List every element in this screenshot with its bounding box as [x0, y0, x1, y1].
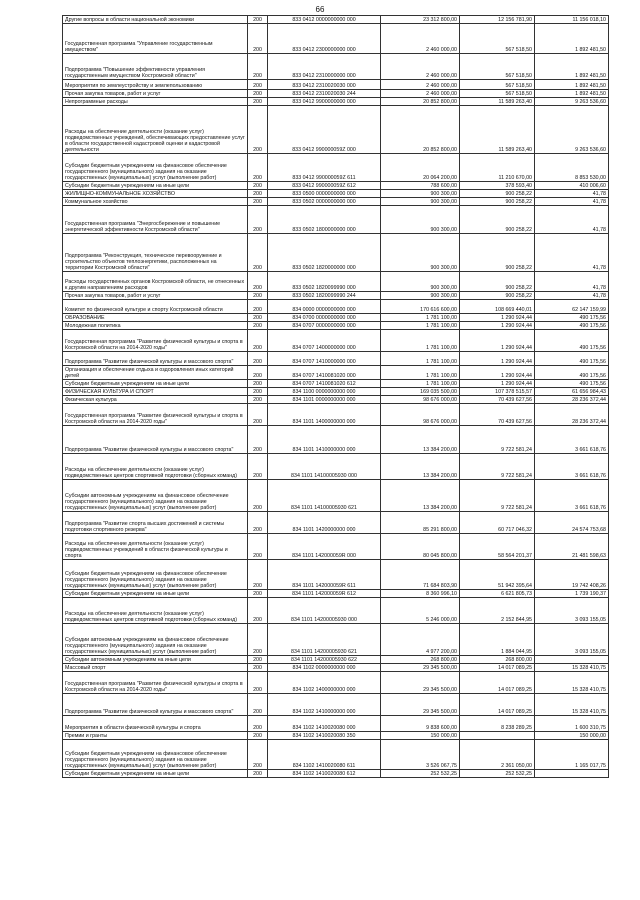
row-name-cell: Мероприятия по землеустройству и землепользованию [63, 80, 248, 90]
row-remaining-cell: 21 481 598,63 [535, 534, 609, 560]
table-row [63, 154, 609, 182]
row-unit-cell: 200 [248, 80, 268, 90]
row-code-cell: 833 0412 2310020030 000 [268, 80, 381, 90]
row-name-cell: Субсидии бюджетным учреждениям на иные цели [63, 590, 248, 598]
row-executed-cell: 9 722 581,24 [460, 454, 535, 480]
row-unit-cell: 200 [248, 198, 268, 206]
row-name-cell: Расходы государственных органов Костромской области, не отнесенных к другим направлениям расходов [63, 272, 248, 292]
budget-execution-table [62, 15, 609, 778]
table-row [63, 98, 609, 106]
row-unit-cell: 200 [248, 16, 268, 24]
row-code-cell: 833 0412 9900000000 000 [268, 98, 381, 106]
row-unit-cell: 200 [248, 352, 268, 366]
row-approved-cell: 9 838 600,00 [381, 716, 460, 732]
row-code-cell: 834 0700 0000000000 000 [268, 314, 381, 322]
row-remaining-cell: 41,78 [535, 292, 609, 300]
row-executed-cell: 900 258,22 [460, 190, 535, 198]
row-approved-cell: 98 676 000,00 [381, 404, 460, 426]
row-approved-cell: 1 781 100,00 [381, 380, 460, 388]
page-number: 66 [315, 5, 325, 14]
row-remaining-cell: 3 661 618,76 [535, 480, 609, 512]
row-executed-cell: 14 017 089,25 [460, 694, 535, 716]
row-unit-cell: 200 [248, 300, 268, 314]
row-executed-cell: 378 593,40 [460, 182, 535, 190]
row-unit-cell: 200 [248, 292, 268, 300]
row-remaining-cell: 28 236 372,44 [535, 396, 609, 404]
table-row [63, 716, 609, 732]
row-executed-cell: 1 290 924,44 [460, 330, 535, 352]
row-name-cell: Субсидии автономным учреждениям на финансовое обеспечение государственного (муниципального) задания на оказание государственных (муниципальных) услуг (выполнение работ) [63, 480, 248, 512]
row-name-cell: Комитет по физической культуре и спорту Костромской области [63, 300, 248, 314]
table-row [63, 292, 609, 300]
row-unit-cell: 200 [248, 90, 268, 98]
row-name-cell: ЖИЛИЩНО-КОММУНАЛЬНОЕ ХОЗЯЙСТВО [63, 190, 248, 198]
row-executed-cell: 900 258,22 [460, 292, 535, 300]
row-executed-cell: 8 238 289,25 [460, 716, 535, 732]
row-code-cell: 833 0412 990000059Z 000 [268, 106, 381, 154]
row-remaining-cell: 24 574 753,68 [535, 512, 609, 534]
row-unit-cell: 200 [248, 206, 268, 234]
row-unit-cell: 200 [248, 560, 268, 590]
row-remaining-cell: 3 661 618,76 [535, 454, 609, 480]
table-row [63, 106, 609, 154]
row-name-cell: Организация и обеспечение отдыха и оздоровления иных категорий детей [63, 366, 248, 380]
row-executed-cell [460, 732, 535, 740]
row-approved-cell: 4 977 200,00 [381, 624, 460, 656]
row-remaining-cell: 8 853 530,00 [535, 154, 609, 182]
row-executed-cell: 70 439 627,56 [460, 404, 535, 426]
row-approved-cell: 29 345 500,00 [381, 672, 460, 694]
row-remaining-cell: 41,78 [535, 206, 609, 234]
row-executed-cell: 70 439 627,56 [460, 396, 535, 404]
row-approved-cell: 150 000,00 [381, 732, 460, 740]
table-row [63, 664, 609, 672]
table-row [63, 206, 609, 234]
table-row [63, 480, 609, 512]
table-row [63, 198, 609, 206]
row-remaining-cell: 1 892 481,50 [535, 54, 609, 80]
row-name-cell: Подпрограмма "Развитие физической культуры и массового спорта" [63, 694, 248, 716]
table-row [63, 330, 609, 352]
row-name-cell: Премии и гранты [63, 732, 248, 740]
row-remaining-cell: 1 892 481,50 [535, 24, 609, 54]
row-name-cell: Государственная программа "Энергосбережение и повышение энергетической эффективности Костромской области" [63, 206, 248, 234]
row-code-cell: 834 1101 142000059R 000 [268, 534, 381, 560]
row-approved-cell: 13 384 200,00 [381, 426, 460, 454]
row-approved-cell: 1 781 100,00 [381, 322, 460, 330]
row-unit-cell: 200 [248, 272, 268, 292]
row-remaining-cell: 19 742 408,26 [535, 560, 609, 590]
row-unit-cell: 200 [248, 672, 268, 694]
row-code-cell: 834 0707 0000000000 000 [268, 322, 381, 330]
row-executed-cell: 1 290 924,44 [460, 322, 535, 330]
row-code-cell: 834 1102 1410020080 611 [268, 740, 381, 770]
row-code-cell: 834 1102 1400000000 000 [268, 672, 381, 694]
row-code-cell: 833 0412 2300000000 000 [268, 24, 381, 54]
row-remaining-cell: 41,78 [535, 272, 609, 292]
row-remaining-cell: 490 175,56 [535, 352, 609, 366]
row-approved-cell: 20 064 200,00 [381, 154, 460, 182]
row-executed-cell: 14 017 089,25 [460, 664, 535, 672]
row-name-cell: Мероприятия в области физической культуры и спорта [63, 716, 248, 732]
row-approved-cell: 2 460 000,00 [381, 80, 460, 90]
row-code-cell: 834 1101 14200005930 000 [268, 598, 381, 624]
row-code-cell: 834 1101 1400000000 000 [268, 404, 381, 426]
row-unit-cell: 200 [248, 154, 268, 182]
table-body [63, 16, 609, 778]
row-code-cell: 833 0412 0000000000 000 [268, 16, 381, 24]
row-remaining-cell: 15 328 410,75 [535, 664, 609, 672]
row-remaining-cell: 41,78 [535, 198, 609, 206]
row-name-cell: Расходы на обеспечение деятельности (оказание услуг) подведомственных учреждений в области физической культуры и спорта [63, 534, 248, 560]
row-name-cell: Государственная программа "Развитие физической культуры и спорта в Костромской области на 2014-2020 годы" [63, 672, 248, 694]
row-name-cell: Расходы на обеспечение деятельности (оказание услуг) подведомственных учреждений, обеспечивающих предоставление услуг в области государственной кадастровой оценки и кадастровой деятельности [63, 106, 248, 154]
row-name-cell: Субсидии бюджетным учреждениям на иные цели [63, 770, 248, 778]
row-name-cell: Государственная программа "Развитие физической культуры и спорта в Костромской области на 2014-2020 годы" [63, 330, 248, 352]
row-name-cell: Подпрограмма "Реконструкция, техническое перевооружение и строительство объектов теплоэнергетики, расположенных на территории Костромской области" [63, 234, 248, 272]
row-remaining-cell: 490 175,56 [535, 366, 609, 380]
row-approved-cell: 2 460 000,00 [381, 54, 460, 80]
row-remaining-cell: 61 656 984,43 [535, 388, 609, 396]
row-unit-cell: 200 [248, 454, 268, 480]
row-name-cell: Субсидии автономным учреждениям на иные цели [63, 656, 248, 664]
row-unit-cell: 200 [248, 388, 268, 396]
row-remaining-cell: 490 175,56 [535, 330, 609, 352]
row-code-cell: 834 1100 0000000000 000 [268, 388, 381, 396]
row-approved-cell: 3 526 067,75 [381, 740, 460, 770]
row-remaining-cell: 1 892 481,50 [535, 90, 609, 98]
row-approved-cell: 2 460 000,00 [381, 24, 460, 54]
row-executed-cell: 900 258,22 [460, 198, 535, 206]
table-row [63, 732, 609, 740]
row-unit-cell: 200 [248, 732, 268, 740]
row-executed-cell: 2 361 050,00 [460, 740, 535, 770]
row-unit-cell: 200 [248, 190, 268, 198]
table-row [63, 182, 609, 190]
row-approved-cell: 900 300,00 [381, 206, 460, 234]
row-code-cell: 834 1101 14200005930 622 [268, 656, 381, 664]
row-unit-cell: 200 [248, 234, 268, 272]
row-approved-cell: 98 676 000,00 [381, 396, 460, 404]
row-remaining-cell: 9 263 536,60 [535, 98, 609, 106]
row-approved-cell: 13 384 200,00 [381, 454, 460, 480]
row-executed-cell: 12 156 781,90 [460, 16, 535, 24]
row-code-cell: 834 1101 1420000000 000 [268, 512, 381, 534]
row-remaining-cell: 490 175,56 [535, 322, 609, 330]
row-code-cell: 834 1101 14100005930 621 [268, 480, 381, 512]
table-row [63, 656, 609, 664]
table-row [63, 300, 609, 314]
row-executed-cell: 58 564 201,37 [460, 534, 535, 560]
row-name-cell: Субсидии бюджетным учреждениям на финансовое обеспечение государственного (муниципального) задания на оказание государственных (муниципальных) услуг (выполнение работ) [63, 560, 248, 590]
row-name-cell: Непрограммные расходы [63, 98, 248, 106]
table-row [63, 352, 609, 366]
table-row [63, 190, 609, 198]
row-executed-cell: 107 378 515,57 [460, 388, 535, 396]
row-remaining-cell: 1 739 190,37 [535, 590, 609, 598]
row-executed-cell: 11 589 263,40 [460, 98, 535, 106]
table-row [63, 770, 609, 778]
row-unit-cell: 200 [248, 366, 268, 380]
row-approved-cell: 29 345 500,00 [381, 664, 460, 672]
row-remaining-cell: 3 093 155,05 [535, 598, 609, 624]
row-code-cell: 834 0000 0000000000 000 [268, 300, 381, 314]
row-remaining-cell: 15 328 410,75 [535, 694, 609, 716]
table-row [63, 396, 609, 404]
row-name-cell: Субсидии бюджетным учреждениям на иные цели [63, 182, 248, 190]
row-executed-cell: 11 589 263,40 [460, 106, 535, 154]
row-name-cell: Подпрограмма "Развитие спорта высших достижений и системы подготовки спортивного резерва" [63, 512, 248, 534]
row-executed-cell: 1 290 924,44 [460, 366, 535, 380]
row-name-cell: Субсидии бюджетным учреждениям на финансовое обеспечение государственного (муниципального) задания на оказание государственных (муниципальных) услуг (выполнение работ) [63, 154, 248, 182]
row-name-cell: Субсидии бюджетным учреждениям на финансовое обеспечение государственного (муниципального) задания на оказание государственных (муниципальных) услуг (выполнение работ) [63, 740, 248, 770]
row-name-cell: Расходы на обеспечение деятельности (оказание услуг) подведомственных центров спортивной подготовки (сборных команд) [63, 598, 248, 624]
row-approved-cell: 900 300,00 [381, 234, 460, 272]
row-executed-cell: 9 722 581,24 [460, 480, 535, 512]
row-executed-cell: 1 884 044,95 [460, 624, 535, 656]
row-code-cell: 834 1102 1410000000 000 [268, 694, 381, 716]
row-remaining-cell: 1 600 310,75 [535, 716, 609, 732]
row-approved-cell: 23 312 800,00 [381, 16, 460, 24]
row-approved-cell: 5 246 000,00 [381, 598, 460, 624]
row-code-cell: 834 1101 142000059R 612 [268, 590, 381, 598]
row-code-cell: 833 0412 2310020030 244 [268, 90, 381, 98]
row-approved-cell: 1 781 100,00 [381, 314, 460, 322]
row-name-cell: Субсидии автономным учреждениям на финансовое обеспечение государственного (муниципального) задания на оказание государственных (муниципальных) услуг (выполнение работ) [63, 624, 248, 656]
table-row [63, 272, 609, 292]
row-executed-cell: 108 669 440,01 [460, 300, 535, 314]
row-unit-cell: 200 [248, 716, 268, 732]
row-approved-cell: 1 781 100,00 [381, 352, 460, 366]
table-row [63, 322, 609, 330]
row-approved-cell: 85 291 800,00 [381, 512, 460, 534]
row-unit-cell: 200 [248, 106, 268, 154]
row-approved-cell: 1 781 100,00 [381, 366, 460, 380]
row-remaining-cell: 490 175,56 [535, 314, 609, 322]
row-executed-cell: 567 518,50 [460, 90, 535, 98]
row-remaining-cell: 11 156 018,10 [535, 16, 609, 24]
table-row [63, 560, 609, 590]
row-approved-cell: 29 345 500,00 [381, 694, 460, 716]
table-row [63, 24, 609, 54]
row-name-cell: Массовый спорт [63, 664, 248, 672]
row-code-cell: 834 0707 1400000000 000 [268, 330, 381, 352]
row-approved-cell: 2 460 000,00 [381, 90, 460, 98]
row-executed-cell: 900 258,22 [460, 234, 535, 272]
row-remaining-cell: 3 661 618,76 [535, 426, 609, 454]
row-code-cell: 834 1102 0000000000 000 [268, 664, 381, 672]
row-unit-cell: 200 [248, 512, 268, 534]
row-approved-cell: 268 800,00 [381, 656, 460, 664]
row-remaining-cell: 1 165 017,75 [535, 740, 609, 770]
row-approved-cell: 71 684 803,90 [381, 560, 460, 590]
row-code-cell: 833 0502 1820099990 244 [268, 292, 381, 300]
row-approved-cell: 13 384 200,00 [381, 480, 460, 512]
row-name-cell: Субсидии бюджетным учреждениям на иные цели [63, 380, 248, 388]
row-remaining-cell [535, 656, 609, 664]
row-remaining-cell: 62 147 159,99 [535, 300, 609, 314]
row-name-cell: Физическая культура [63, 396, 248, 404]
row-executed-cell: 268 800,00 [460, 656, 535, 664]
row-remaining-cell: 15 328 410,75 [535, 672, 609, 694]
row-executed-cell: 6 621 805,73 [460, 590, 535, 598]
row-remaining-cell: 28 236 372,44 [535, 404, 609, 426]
row-name-cell: Прочая закупка товаров, работ и услуг [63, 90, 248, 98]
table-row [63, 314, 609, 322]
row-name-cell: Расходы на обеспечение деятельности (оказание услуг) подведомственных центров спортивной подготовки (сборных команд) [63, 454, 248, 480]
row-unit-cell: 200 [248, 426, 268, 454]
table-row [63, 672, 609, 694]
row-unit-cell: 200 [248, 54, 268, 80]
row-approved-cell: 900 300,00 [381, 198, 460, 206]
table-row [63, 740, 609, 770]
row-unit-cell: 200 [248, 404, 268, 426]
row-executed-cell: 51 942 395,64 [460, 560, 535, 590]
table-row [63, 90, 609, 98]
table-row [63, 80, 609, 90]
row-remaining-cell: 41,78 [535, 234, 609, 272]
row-name-cell: Подпрограмма "Развитие физической культуры и массового спорта" [63, 426, 248, 454]
row-unit-cell: 200 [248, 98, 268, 106]
table-row [63, 404, 609, 426]
row-name-cell: Коммунальное хозяйство [63, 198, 248, 206]
row-executed-cell: 900 258,22 [460, 206, 535, 234]
row-unit-cell: 200 [248, 770, 268, 778]
row-code-cell: 833 0412 990000059Z 611 [268, 154, 381, 182]
table-row [63, 388, 609, 396]
row-remaining-cell: 490 175,56 [535, 380, 609, 388]
row-approved-cell: 20 852 800,00 [381, 98, 460, 106]
row-unit-cell: 200 [248, 480, 268, 512]
table-row [63, 234, 609, 272]
row-remaining-cell: 410 006,60 [535, 182, 609, 190]
row-code-cell: 833 0500 0000000000 000 [268, 190, 381, 198]
row-code-cell: 834 1102 1410020080 000 [268, 716, 381, 732]
table-row [63, 534, 609, 560]
row-name-cell: Прочая закупка товаров, работ и услуг [63, 292, 248, 300]
row-code-cell: 834 1101 142000059R 611 [268, 560, 381, 590]
row-name-cell: Молодежная политика [63, 322, 248, 330]
table-row [63, 454, 609, 480]
row-name-cell: Государственная программа "Развитие физической культуры и спорта в Костромской области на 2014-2020 годы" [63, 404, 248, 426]
row-approved-cell: 80 045 800,00 [381, 534, 460, 560]
row-unit-cell: 200 [248, 664, 268, 672]
row-executed-cell: 9 722 581,24 [460, 426, 535, 454]
row-approved-cell: 900 300,00 [381, 190, 460, 198]
row-unit-cell: 200 [248, 330, 268, 352]
row-name-cell: Подпрограмма "Развитие физической культуры и массового спорта" [63, 352, 248, 366]
row-code-cell: 833 0502 1800000000 000 [268, 206, 381, 234]
row-approved-cell: 170 616 600,00 [381, 300, 460, 314]
row-executed-cell: 60 717 046,32 [460, 512, 535, 534]
row-remaining-cell: 9 263 536,60 [535, 106, 609, 154]
row-remaining-cell: 41,78 [535, 190, 609, 198]
row-code-cell: 833 0412 990000059Z 612 [268, 182, 381, 190]
row-unit-cell: 200 [248, 396, 268, 404]
row-executed-cell: 900 258,22 [460, 272, 535, 292]
table-row [63, 512, 609, 534]
row-approved-cell: 900 300,00 [381, 292, 460, 300]
row-approved-cell: 252 532,25 [381, 770, 460, 778]
row-code-cell: 833 0502 0000000000 000 [268, 198, 381, 206]
row-code-cell: 834 0707 1410081020 000 [268, 366, 381, 380]
row-code-cell: 834 0707 1410000000 000 [268, 352, 381, 366]
row-code-cell: 833 0502 1820000000 000 [268, 234, 381, 272]
row-executed-cell: 2 152 844,95 [460, 598, 535, 624]
row-code-cell: 834 1101 1410000000 000 [268, 426, 381, 454]
row-executed-cell: 11 210 670,00 [460, 154, 535, 182]
table-row [63, 598, 609, 624]
row-approved-cell: 1 781 100,00 [381, 330, 460, 352]
row-code-cell: 834 1102 1410020080 350 [268, 732, 381, 740]
row-executed-cell: 252 532,25 [460, 770, 535, 778]
row-unit-cell: 200 [248, 598, 268, 624]
row-unit-cell: 200 [248, 534, 268, 560]
row-unit-cell: 200 [248, 314, 268, 322]
row-unit-cell: 200 [248, 24, 268, 54]
row-unit-cell: 200 [248, 322, 268, 330]
row-executed-cell: 1 290 924,44 [460, 314, 535, 322]
row-remaining-cell: 150 000,00 [535, 732, 609, 740]
row-unit-cell: 200 [248, 740, 268, 770]
row-name-cell: ОБРАЗОВАНИЕ [63, 314, 248, 322]
row-approved-cell: 900 300,00 [381, 272, 460, 292]
row-code-cell: 833 0412 2310000000 000 [268, 54, 381, 80]
row-unit-cell: 200 [248, 380, 268, 388]
row-unit-cell: 200 [248, 624, 268, 656]
row-approved-cell: 169 035 500,00 [381, 388, 460, 396]
row-executed-cell: 1 290 924,44 [460, 380, 535, 388]
row-approved-cell: 788 600,00 [381, 182, 460, 190]
row-code-cell: 834 1101 14200005930 621 [268, 624, 381, 656]
row-name-cell: Другие вопросы в области национальной экономики [63, 16, 248, 24]
row-remaining-cell: 1 892 481,50 [535, 80, 609, 90]
row-code-cell: 834 1102 1410020080 612 [268, 770, 381, 778]
row-code-cell: 833 0502 1820099990 000 [268, 272, 381, 292]
row-executed-cell: 567 518,50 [460, 80, 535, 90]
row-code-cell: 834 1101 0000000000 000 [268, 396, 381, 404]
table-row [63, 624, 609, 656]
row-name-cell: ФИЗИЧЕСКАЯ КУЛЬТУРА И СПОРТ [63, 388, 248, 396]
table-row [63, 426, 609, 454]
table-row [63, 694, 609, 716]
row-code-cell: 834 1101 14100005930 000 [268, 454, 381, 480]
table-row [63, 16, 609, 24]
table-row [63, 590, 609, 598]
row-executed-cell: 567 518,50 [460, 54, 535, 80]
row-unit-cell: 200 [248, 590, 268, 598]
table-row [63, 366, 609, 380]
row-name-cell: Подпрограмма "Повышение эффективности управления государственным имуществом Костромской области" [63, 54, 248, 80]
row-code-cell: 834 0707 1410081020 612 [268, 380, 381, 388]
row-executed-cell: 567 518,50 [460, 24, 535, 54]
table-row [63, 380, 609, 388]
row-unit-cell: 200 [248, 656, 268, 664]
row-remaining-cell: 3 093 155,05 [535, 624, 609, 656]
table-row [63, 54, 609, 80]
row-unit-cell: 200 [248, 694, 268, 716]
row-executed-cell: 14 017 089,25 [460, 672, 535, 694]
row-remaining-cell [535, 770, 609, 778]
row-approved-cell: 8 360 996,10 [381, 590, 460, 598]
row-approved-cell: 20 852 800,00 [381, 106, 460, 154]
row-name-cell: Государственная программа "Управление государственным имуществом" [63, 24, 248, 54]
row-unit-cell: 200 [248, 182, 268, 190]
row-executed-cell: 1 290 924,44 [460, 352, 535, 366]
